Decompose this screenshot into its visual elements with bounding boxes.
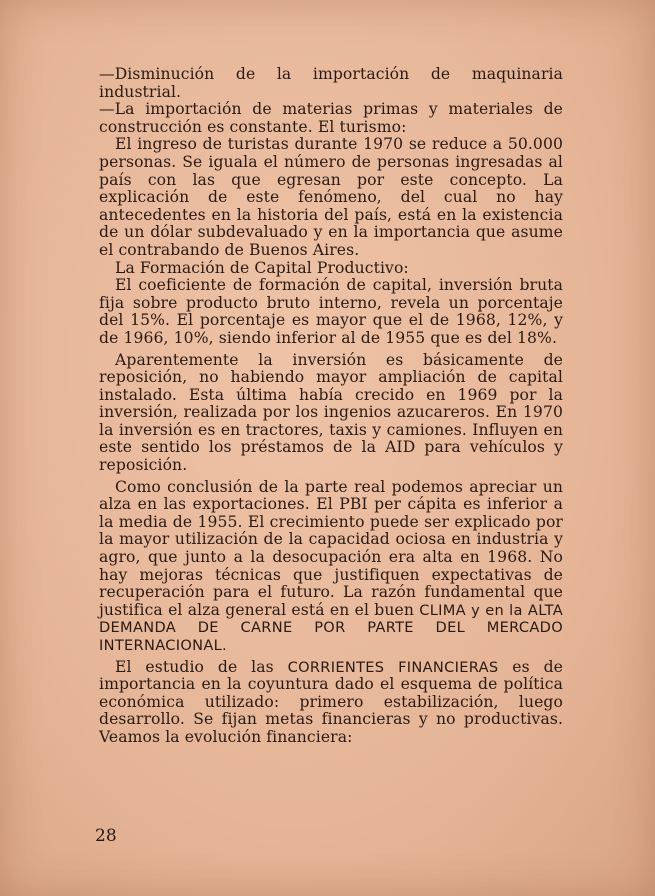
section-heading [99, 260, 563, 278]
paragraph-3 [99, 136, 563, 259]
emphasis-caps-text: CLIMA y en la ALTA DEMANDA DE CARNE POR PARTE DEL MERCADO INTERNACIONAL. [99, 601, 563, 654]
page-number: 28 [95, 826, 117, 846]
paragraph-text: El estudio de las [115, 657, 288, 676]
paragraph-text: El ingreso de turistas durante 1970 se reduce a 50.000 personas. Se iguala el número de personas ingresadas al país con las que egresan por este concepto. La explicación de este fenómeno, del cual no hay antecedentes en la historia del país, está en la existencia de un dólar subdevaluado y en la importancia que asume el contrabando de Buenos Aires. [99, 135, 563, 259]
paragraph-1 [99, 66, 563, 101]
paragraph-2 [99, 101, 563, 136]
paragraph-text: Aparentemente la inversión es básicamente de reposición, no habiendo mayor ampliación de capital instalado. Esta última había crecido en 1969 por la inversión, realizada por los ingenios azucareros. En 1970 la inversión es en tractores, taxis y camiones. Influyen en este sentido los préstamos de la AID para vehículos y reposición. [99, 350, 563, 475]
paragraph-text: Como conclusión de la parte real podemos apreciar un alza en las exportaciones. El PBI per cápita es inferior a la media de 1955. El crecimiento puede ser explicado por la mayor utilización de la capacidad ociosa en industria y agro, que junto a la desocupación era alta en 1968. No hay mejoras técnicas que justifiquen expectativas de recuperación para el futuro. La razón fundamental que justifica el alza general está en el buen [99, 477, 563, 619]
paragraph-text: —Disminución de la importación de maquinaria industrial. [99, 65, 563, 101]
paragraph-8 [99, 659, 563, 747]
paragraph-6 [99, 352, 563, 475]
paragraph-5 [99, 277, 563, 347]
paragraph-text: El coeficiente de formación de capital, inversión bruta fija sobre producto bruto interno, revela un porcentaje del 15%. El porcentaje es mayor que el de 1968, 12%, y de 1966, 10%, siendo inferior al de 1955 que es del 18%. [99, 276, 563, 347]
paragraph-7 [99, 479, 563, 655]
heading-text: La Formación de Capital Productivo: [115, 258, 409, 277]
body-text [99, 66, 563, 747]
emphasis-caps-text: CORRIENTES FINANCIERAS [287, 658, 499, 676]
paragraph-text: es de importancia en la coyuntura dado el esquema de política económica utilizado: primero estabilización, luego desarrollo. Se fijan metas financieras y no productivas. Veamos la evolución financiera: [99, 657, 563, 746]
paragraph-text: —La importación de materias primas y materiales de construcción es constante. El turismo: [99, 100, 563, 136]
